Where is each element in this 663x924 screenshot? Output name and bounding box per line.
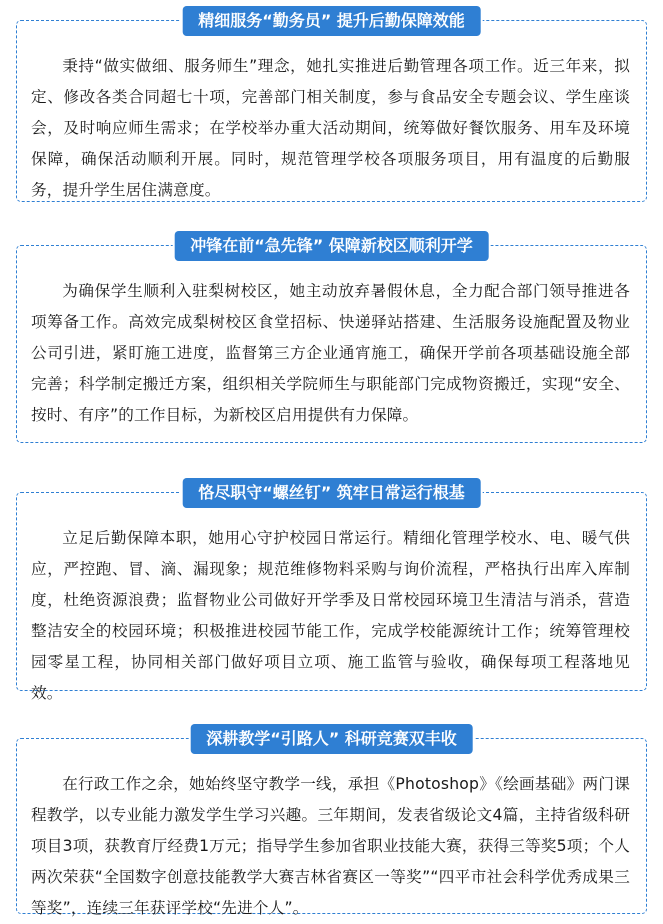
section-body: 在行政工作之余，她始终坚守教学一线，承担《Photoshop》《绘画基础》两门课程教学，以专业能力激发学生学习兴趣。三年期间，发表省级论文4篇，主持省级科研项目3项，获教育厅经费1万元；指导学生参加省职业技能大赛，获得三等奖5项；个人两次荣获“全国数字创意技能教学大赛吉林省赛区一等奖”“四平市社会科学优秀成果三等奖”，连续三年获评学校“先进个人”。 — [31, 775, 630, 917]
section-title: 恪尽职守“螺丝钉” 筑牢日常运行根基 — [182, 478, 481, 508]
section-body: 为确保学生顺利入驻梨树校区，她主动放弃暑假休息，全力配合部门领导推进各项筹备工作。高效完成梨树校区食堂招标、快递驿站搭建、生活服务设施配置及物业公司引进，紧盯施工进度，监督第三方企业通宵施工，确保开学前各项基础设施全部完善；科学制定搬迁方案，组织相关学院师生与职能部门完成物资搬迁，实现“安全、按时、有序”的工作目标，为新校区启用提供有力保障。 — [31, 282, 630, 424]
section-box — [16, 20, 647, 202]
section-title: 冲锋在前“急先锋” 保障新校区顺利开学 — [174, 231, 489, 261]
section-body: 立足后勤保障本职，她用心守护校园日常运行。精细化管理学校水、电、暖气供应，严控跑、冒、滴、漏现象；规范维修物料采购与询价流程，严格执行出库入库制度，杜绝资源浪费；监督物业公司做好开学季及日常校园环境卫生清洁与消杀，营造整洁安全的校园环境；积极推进校园节能工作，完成学校能源统计工作；统筹管理校园零星工程，协同相关部门做好项目立项、施工监管与验收，确保每项工程落地见效。 — [31, 529, 630, 702]
section-title: 深耕教学“引路人” 科研竞赛双丰收 — [190, 724, 473, 754]
section-box — [16, 738, 647, 917]
section-body: 秉持“做实做细、服务师生”理念，她扎实推进后勤管理各项工作。近三年来，拟定、修改各类合同超七十项，完善部门相关制度，参与食品安全专题会议、学生座谈会，及时响应师生需求；在学校举办重大活动期间，统筹做好餐饮服务、用车及环境保障，确保活动顺利开展。同时，规范管理学校各项服务项目，用有温度的后勤服务，提升学生居住满意度。 — [31, 57, 630, 199]
section-title: 精细服务“勤务员” 提升后勤保障效能 — [182, 6, 481, 36]
section-box — [16, 245, 647, 443]
section-box — [16, 492, 647, 702]
